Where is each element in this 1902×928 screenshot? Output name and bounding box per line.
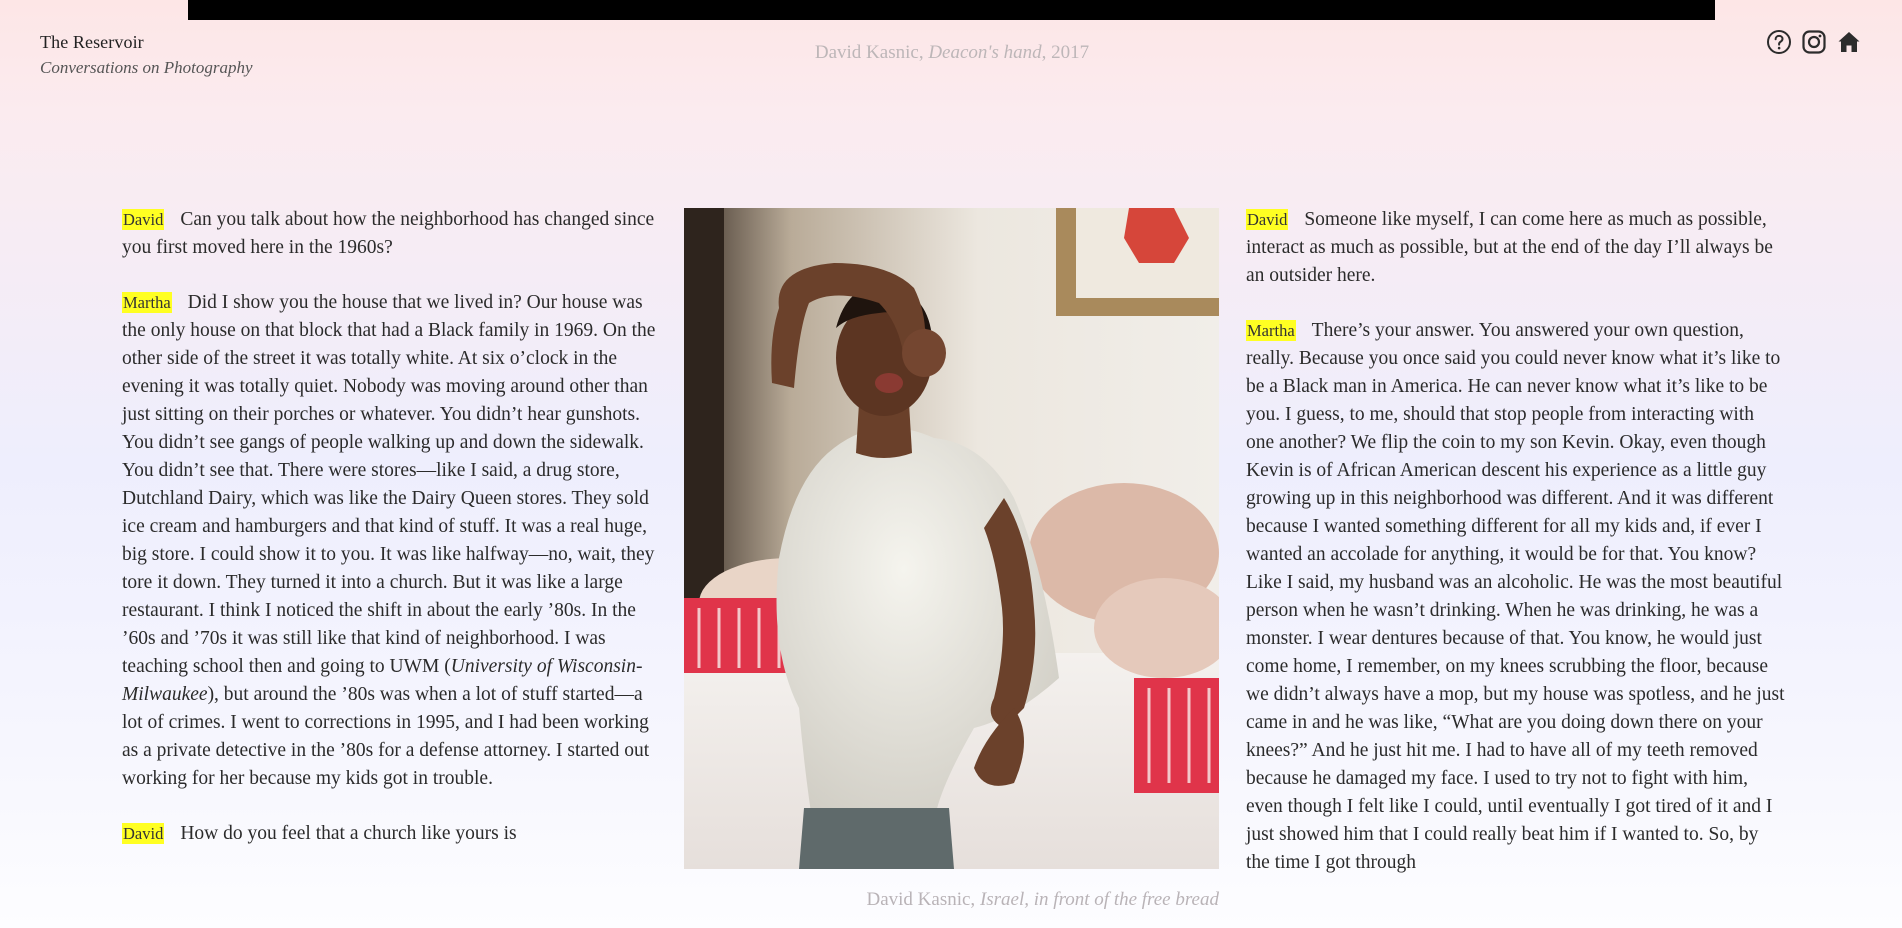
dialogue-text: There’s your answer. You answered your own question, really. Because you once said you could never know what it’s like to be a Black man in America. He can never know what it’s like to be you. I guess, to me, should that stop people from interacting with one another? We flip the coin to my son Kevin. Okay, even though Kevin is of African American descent his experience as a little guy growing up in this neighborhood was different. And it was different because I wanted something different for all my kids and, if ever I wanted an accolade for anything, it would be for that. You know? Like I said, my husband was an alcoholic. He was the most beautiful person when he wasn’t drinking. When he was drinking, he was a monster. I wear dentures because of that. You know, he would just come home, I remember, on my knees scrubbing the floor, because we didn’t always have a mop, but my house was spotless, and he just came in and he was like, “What are you doing down there on your knees?” And he just hit me. I had to have all of my teeth removed because he damaged my face. I used to try not to fight with him, even though I felt like I could, until eventually I got tired of it and I just showed him that I could really beat him if I wanted to. So, by the time I got through bbox=[1246, 320, 1785, 873]
dialogue-text: Can you talk about how the neighborhood has changed since you first moved here in the 1960s? bbox=[122, 209, 655, 258]
photo-caption bbox=[684, 889, 1219, 911]
photo-caption-work: Israel, in front of the free bread bbox=[979, 889, 1219, 910]
speaker-label-martha: Martha bbox=[1247, 321, 1295, 340]
interview-column-left bbox=[122, 206, 664, 875]
dialogue-paragraph bbox=[122, 820, 664, 848]
dialogue-paragraph bbox=[1246, 317, 1786, 877]
header-caption-artist: David Kasnic, bbox=[814, 42, 929, 63]
photo-illustration bbox=[684, 208, 1219, 869]
dialogue-paragraph bbox=[122, 206, 664, 262]
feature-photograph bbox=[684, 208, 1219, 869]
dialogue-paragraph bbox=[1246, 206, 1786, 290]
interview-column-right bbox=[1246, 206, 1786, 904]
top-image-strip bbox=[188, 0, 1715, 20]
site-subtitle: Conversations on Photography bbox=[40, 58, 253, 77]
dialogue-text: Did I show you the house that we lived in? Our house was the only house on that block that had a Black family in 1969. On the other side of the street it was totally white. At six o’clock in the evening it was totally quiet. Nobody was moving around other than just sitting on their porches or whatever. You didn’t hear gunshots. You didn’t see gangs of people walking up and down the sidewalk. You didn’t see that. There were stores—like I said, a drug store, Dutchland Dairy, which was like the Dairy Queen stores. They sold ice cream and hamburgers and that kind of stuff. It was a real huge, big store. I could show it to you. It was like halfway—no, wait, they tore it down. They turned it into a church. But it was like a large restaurant. I think I noticed the shift in about the early ’80s. In the ’60s and ’70s it was still like that kind of neighborhood. I was teaching school then and going to UWM ( bbox=[122, 292, 656, 677]
speaker-label-martha: Martha bbox=[123, 293, 171, 312]
header-caption-year: , 2017 bbox=[1041, 42, 1090, 63]
header-caption-work: Deacon's hand bbox=[928, 42, 1042, 63]
dialogue-text: Someone like myself, I can come here as much as possible, interact as much as possible, but at the end of the day I’ll always be an outsider here. bbox=[1246, 209, 1773, 286]
dialogue-text: ), but around the ’80s was when a lot of stuff started—a lot of crimes. I went to corrections in 1995, and I had been working as a private detective in the ’80s for a defense attorney. I started out working for her because my kids got in trouble. bbox=[122, 684, 650, 789]
question-circle-icon[interactable] bbox=[1766, 29, 1792, 55]
dialogue-text: How do you feel that a church like yours is bbox=[180, 823, 517, 844]
speaker-label-david: David bbox=[123, 824, 164, 843]
instagram-icon[interactable] bbox=[1801, 29, 1827, 55]
photo-caption-artist: David Kasnic, bbox=[866, 889, 980, 910]
dialogue-paragraph bbox=[122, 289, 664, 793]
header-photo-caption bbox=[790, 42, 1114, 64]
speaker-label-david: David bbox=[1247, 210, 1288, 229]
home-icon[interactable] bbox=[1836, 29, 1862, 55]
site-title[interactable]: The Reservoir bbox=[40, 32, 144, 52]
header-icon-group bbox=[1766, 29, 1862, 55]
speaker-label-david: David bbox=[123, 210, 164, 229]
dialogue-text-italic: University of Wisconsin-Milwaukee bbox=[122, 656, 643, 705]
